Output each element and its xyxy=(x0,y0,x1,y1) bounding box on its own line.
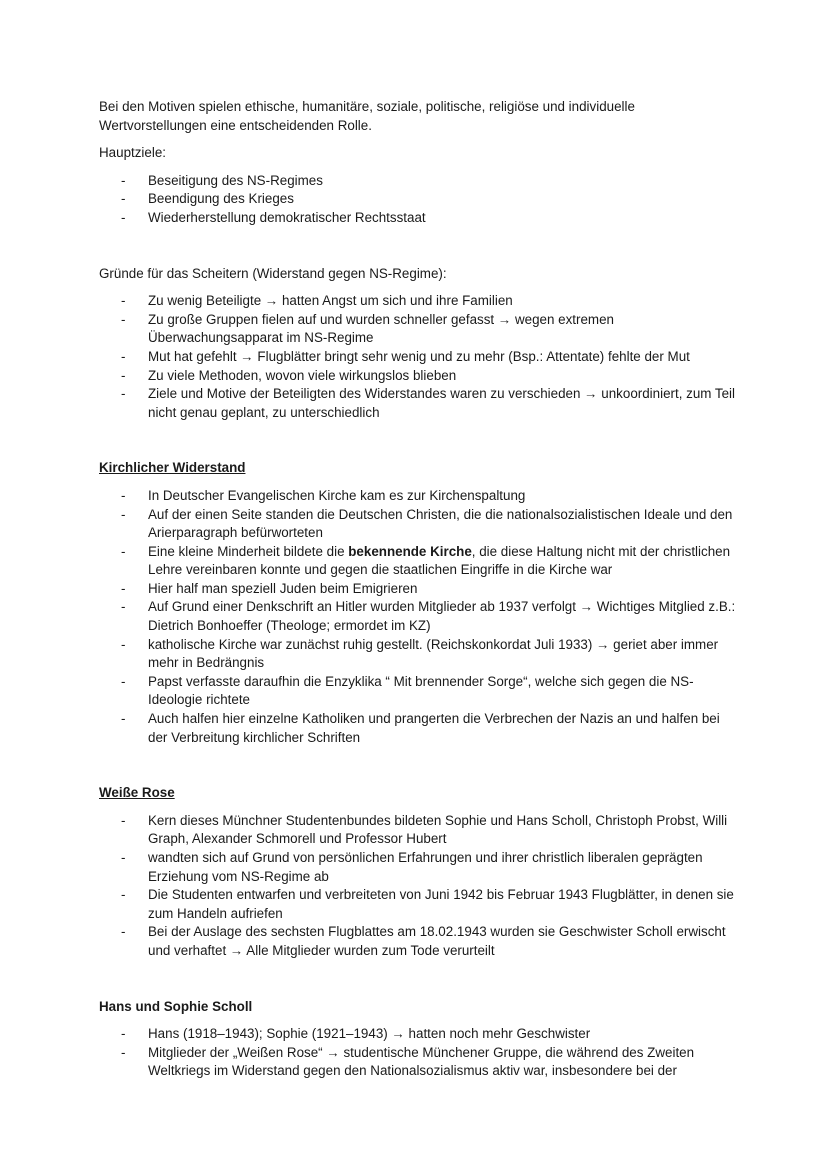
list-item xyxy=(99,543,739,580)
hauptziele-list xyxy=(99,172,739,228)
list-item: - Hier half man speziell Juden beim Emigrieren xyxy=(99,580,739,599)
scheitern-list xyxy=(99,292,739,422)
kirchlicher-widerstand-heading: Kirchlicher Widerstand xyxy=(99,460,246,476)
list-item: - Mitglieder der „Weißen Rose“ → studentische Münchener Gruppe, die während des Zweiten Weltkriegs im Widerstand gegen den Nationalsozialismus aktiv war, insbesondere bei der xyxy=(99,1044,739,1081)
list-item: - Zu viele Methoden, wovon viele wirkungslos blieben xyxy=(99,367,739,386)
list-item: - Mut hat gefehlt → Flugblätter bringt sehr wenig und zu mehr (Bsp.: Attentate) fehlte der Mut xyxy=(99,348,739,367)
list-item-text: Eine kleine Minderheit bildete die xyxy=(148,543,349,559)
list-item: - Ziele und Motive der Beteiligten des Widerstandes waren zu verschieden → unkoordiniert, zum Teil nicht genau geplant, zu unterschiedlich xyxy=(99,385,739,422)
list-item: - Kern dieses Münchner Studentenbundes bildeten Sophie und Hans Scholl, Christoph Probst, Willi Graph, Alexander Schmorell und Professor Hubert xyxy=(99,812,739,849)
intro-paragraph: Bei den Motiven spielen ethische, humanitäre, soziale, politische, religiöse und individuelle Wertvorstellungen eine entscheidenden Rolle. xyxy=(99,99,635,133)
hauptziele-label: Hauptziele: xyxy=(99,145,166,161)
bekennende-kirche-term: bekennende Kirche xyxy=(348,543,472,559)
list-item: - Wiederherstellung demokratischer Rechtsstaat xyxy=(99,209,739,228)
weisse-rose-heading: Weiße Rose xyxy=(99,785,175,801)
scheitern-label: Gründe für das Scheitern (Widerstand gegen NS-Regime): xyxy=(99,265,447,281)
list-item: - Zu große Gruppen fielen auf und wurden schneller gefasst → wegen extremen Überwachungsapparat im NS-Regime xyxy=(99,311,739,348)
list-item: - Auch halfen hier einzelne Katholiken und prangerten die Verbrechen der Nazis an und halfen bei der Verbreitung kirchlicher Schriften xyxy=(99,710,739,747)
weisse-rose-list xyxy=(99,812,739,961)
list-item: - katholische Kirche war zunächst ruhig gestellt. (Reichskonkordat Juli 1933) → geriet aber immer mehr in Bedrängnis xyxy=(99,636,739,673)
list-item: - wandten sich auf Grund von persönlichen Erfahrungen und ihrer christlich liberalen geprägten Erziehung vom NS-Regime ab xyxy=(99,849,739,886)
list-item: - Hans (1918–1943); Sophie (1921–1943) → hatten noch mehr Geschwister xyxy=(99,1025,739,1044)
list-item: - Auf der einen Seite standen die Deutschen Christen, die die nationalsozialistischen Ideale und den Arierparagraph befürworteten xyxy=(99,506,739,543)
list-item: - Zu wenig Beteiligte → hatten Angst um sich und ihre Familien xyxy=(99,292,739,311)
kirchlich-list xyxy=(99,487,739,747)
list-item: - Auf Grund einer Denkschrift an Hitler wurden Mitglieder ab 1937 verfolgt → Wichtiges Mitglied z.B.: Dietrich Bonhoeffer (Theologe; ermordet im KZ) xyxy=(99,598,739,635)
list-item: - Beendigung des Krieges xyxy=(99,190,739,209)
scholl-list xyxy=(99,1025,739,1081)
list-item: - In Deutscher Evangelischen Kirche kam es zur Kirchenspaltung xyxy=(99,487,739,506)
document-body xyxy=(99,98,739,1081)
list-item-text: , die diese Haltung nicht mit der christlichen Lehre vereinbaren konnte und gegen die staatlichen Eingriffe in die Kirche war xyxy=(148,543,731,578)
list-item: - Die Studenten entwarfen und verbreiteten von Juni 1942 bis Februar 1943 Flugblätter, in denen sie zum Handeln aufriefen xyxy=(99,886,739,923)
list-item: - Bei der Auslage des sechsten Flugblattes am 18.02.1943 wurden sie Geschwister Scholl erwischt und verhaftet → Alle Mitglieder wurden zum Tode verurteilt xyxy=(99,923,739,960)
list-item: - Papst verfasste daraufhin die Enzyklika “ Mit brennender Sorge“, welche sich gegen die NS-Ideologie richtete xyxy=(99,673,739,710)
hans-sophie-scholl-heading: Hans und Sophie Scholl xyxy=(99,998,253,1014)
list-item: - Beseitigung des NS-Regimes xyxy=(99,172,739,191)
